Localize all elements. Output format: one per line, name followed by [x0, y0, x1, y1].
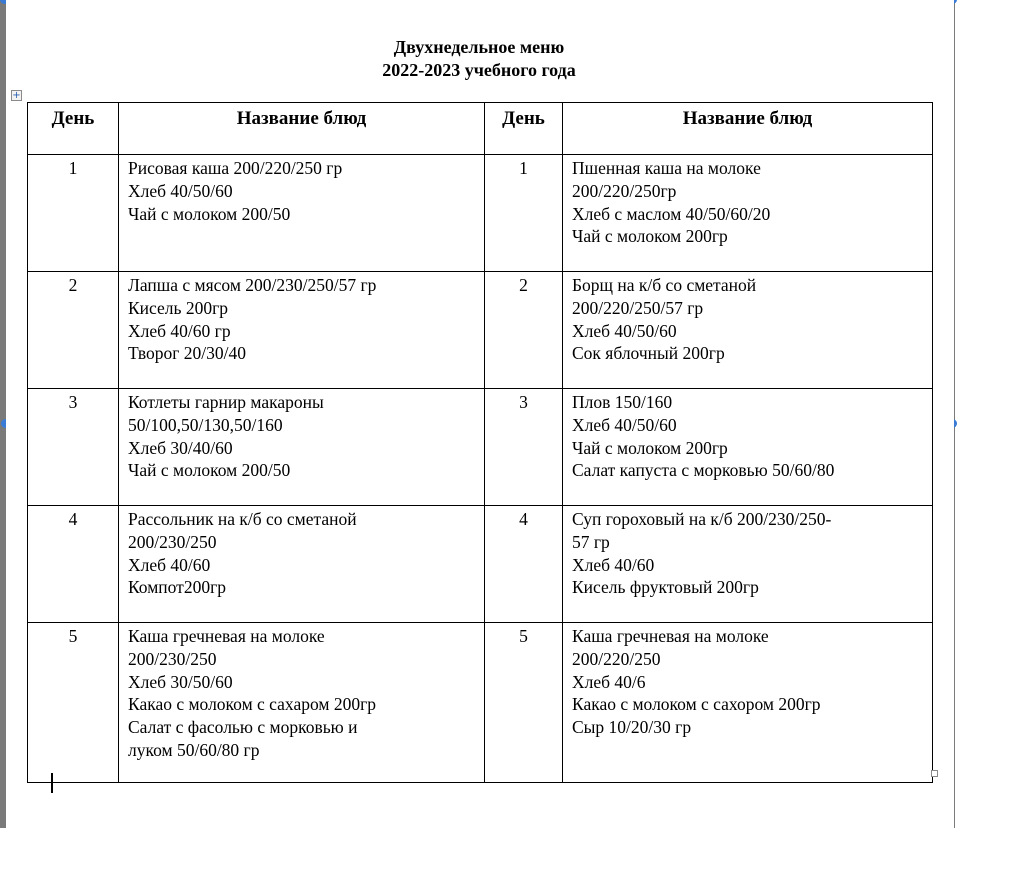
dish-line: Творог 20/30/40 [128, 343, 246, 364]
dish-line: Пшенная каша на молоке [572, 158, 761, 178]
day-cell-right[interactable]: 4 [485, 506, 563, 623]
dish-line: Кисель 200гр [128, 297, 229, 318]
table-row [28, 506, 933, 623]
dishes-cell-right[interactable] [563, 389, 933, 506]
table-row [28, 389, 933, 506]
dish-line: Плов 150/160 [572, 392, 673, 412]
dishes-cell-left[interactable] [119, 623, 485, 783]
day-cell-right[interactable]: 5 [485, 623, 563, 783]
dish-line: луком 50/60/80 гр [128, 739, 260, 760]
dish-line: Рассольник на к/б со сметаной [128, 509, 357, 529]
dishes-cell-right[interactable] [563, 272, 933, 389]
dish-line: Салат капуста с морковью 50/60/80 [572, 460, 835, 481]
dish-line: Каша гречневая на молоке [572, 626, 769, 646]
dish-line: Чай с молоком 200/50 [128, 203, 291, 224]
table-row [28, 155, 933, 272]
dish-line: Хлеб с маслом 40/50/60/20 [572, 203, 771, 224]
header-day-left[interactable]: День [28, 103, 119, 155]
dish-line: Сок яблочный 200гр [572, 343, 725, 364]
dish-line: Чай с молоком 200/50 [128, 460, 291, 481]
table-row [28, 272, 933, 389]
dish-line: 200/220/250/57 гр [572, 297, 704, 318]
dish-line: Хлеб 40/6 [572, 671, 646, 692]
dish-line: Хлеб 30/50/60 [128, 671, 233, 692]
dishes-cell-left[interactable] [119, 155, 485, 272]
day-cell-left[interactable]: 1 [28, 155, 119, 272]
dish-line: Хлеб 40/50/60 [128, 180, 233, 201]
table-row [28, 623, 933, 783]
dishes-cell-right[interactable] [563, 623, 933, 783]
dish-line: 57 гр [572, 531, 610, 552]
dish-line: 200/220/250 [572, 648, 661, 669]
menu-table[interactable] [27, 102, 933, 783]
dish-line: 200/230/250 [128, 531, 217, 552]
dish-line: Компот200гр [128, 577, 227, 598]
header-dishes-right[interactable]: Название блюд [563, 103, 933, 155]
day-cell-left[interactable]: 3 [28, 389, 119, 506]
dish-line: 200/230/250 [128, 648, 217, 669]
dishes-cell-right[interactable] [563, 506, 933, 623]
dish-line: Хлеб 40/60 [572, 554, 655, 575]
dish-line: Салат с фасолью с морковью и [128, 717, 358, 738]
dish-line: Какао с молоком с сахором 200гр [572, 694, 821, 715]
day-cell-right[interactable]: 3 [485, 389, 563, 506]
day-cell-left[interactable]: 2 [28, 272, 119, 389]
dish-line: Хлеб 40/50/60 [572, 320, 677, 341]
day-cell-left[interactable]: 5 [28, 623, 119, 783]
dishes-cell-left[interactable] [119, 272, 485, 389]
dishes-cell-right[interactable] [563, 155, 933, 272]
header-dishes-left[interactable]: Название блюд [119, 103, 485, 155]
resize-square-icon[interactable] [931, 770, 938, 777]
dishes-cell-left[interactable] [119, 506, 485, 623]
dish-line: Хлеб 40/50/60 [572, 414, 677, 435]
document-title: Двухнедельное меню [393, 37, 565, 57]
dish-line: Суп гороховый на к/б 200/230/250- [572, 509, 832, 529]
dish-line: 50/100,50/130,50/160 [128, 414, 283, 435]
dish-line: Лапша с мясом 200/230/250/57 гр [128, 275, 377, 295]
dish-line: 200/220/250гр [572, 180, 677, 201]
dish-line: Котлеты гарнир макароны [128, 392, 324, 412]
day-cell-left[interactable]: 4 [28, 506, 119, 623]
dish-line: Чай с молоком 200гр [572, 226, 728, 247]
dish-line: Каша гречневая на молоке [128, 626, 325, 646]
dish-line: Сыр 10/20/30 гр [572, 717, 692, 738]
dish-line: Борщ на к/б со сметаной [572, 275, 757, 295]
document-subtitle: 2022-2023 учебного года [382, 60, 576, 80]
dish-line: Чай с молоком 200гр [572, 437, 728, 458]
table-header-row [28, 103, 933, 155]
dish-line: Рисовая каша 200/220/250 гр [128, 158, 343, 178]
text-cursor [51, 773, 53, 793]
dish-line: Хлеб 40/60 гр [128, 320, 231, 341]
dish-line: Какао с молоком с сахаром 200гр [128, 694, 377, 715]
day-cell-right[interactable]: 1 [485, 155, 563, 272]
dish-line: Хлеб 40/60 [128, 554, 211, 575]
header-day-right[interactable]: День [485, 103, 563, 155]
dish-line: Хлеб 30/40/60 [128, 437, 233, 458]
move-cross-icon[interactable]: + [12, 90, 21, 101]
dishes-cell-left[interactable] [119, 389, 485, 506]
dish-line: Кисель фруктовый 200гр [572, 577, 759, 598]
day-cell-right[interactable]: 2 [485, 272, 563, 389]
